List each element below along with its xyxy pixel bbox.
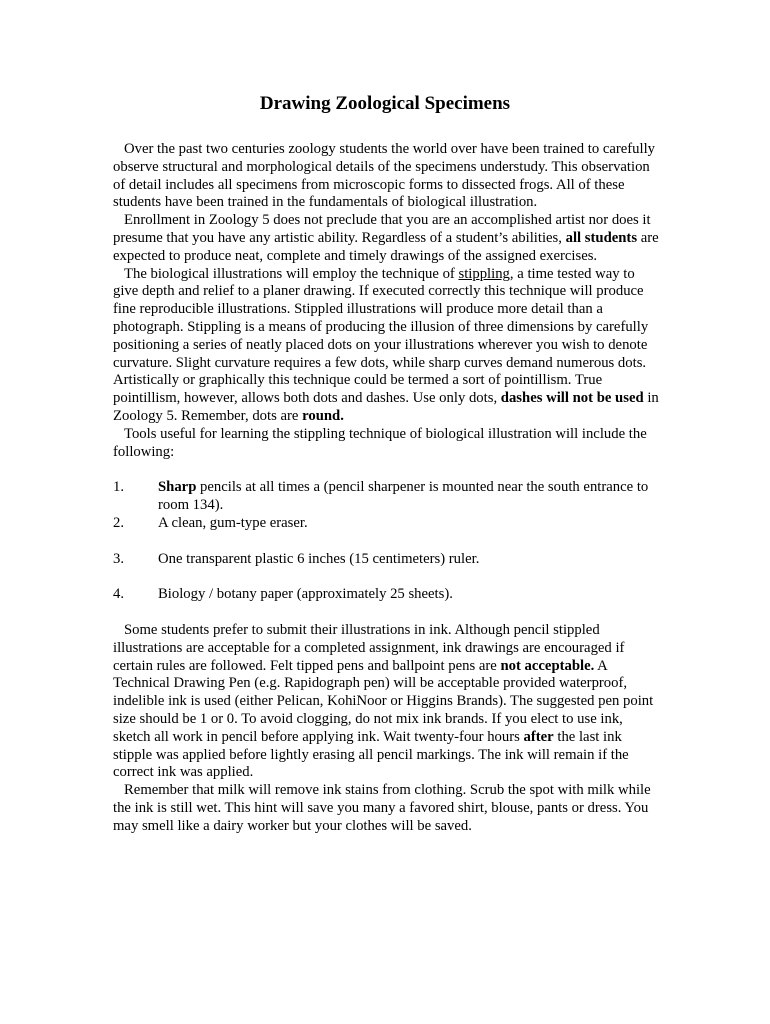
bold-text: all students xyxy=(565,229,638,246)
text-run: , a time tested way to give depth and relief to a planer drawing. If executed correctly this technique will produce fine reproducible illustrations. Stippled illustrations will produce more detail than a photograph. Stippling is a means of producing the illusion of three dimensions by carefully positioning a series of neatly placed dots on your illustrations wherever you wish to denote curvature. Slight curvature requires a few dots, while sharp curves demand numerous dots. Artistically or graphically this technique could be termed a sort of pointillism. True pointillism, however, allows both dots and dashes. Use only dots, xyxy=(113,265,649,407)
text-run: are expected to produce neat, complete and timely drawings of the assigned exercises. xyxy=(113,229,659,264)
paragraph-tools: Tools useful for learning the stippling technique of biological illustration will include the following: xyxy=(113,425,647,460)
paragraph-milk: Remember that milk will remove ink stains from clothing. Scrub the spot with milk while the ink is still wet. This hint will save you many a favored shirt, blouse, pants or dress. You may smell like a dairy worker but your clothes will be saved. xyxy=(113,782,651,834)
list-number: 1. xyxy=(113,479,125,496)
list-item-text: A clean, gum-type eraser. xyxy=(158,514,308,531)
list-item xyxy=(113,586,661,604)
text-run: The biological illustrations will employ the technique of xyxy=(124,265,459,282)
text-run: Enrollment in Zoology 5 does not preclude that you are an accomplished artist nor does it presume that you have any artistic ability. Regardless of a student’s abilities, xyxy=(113,212,651,246)
underlined-text: stippling xyxy=(458,265,510,282)
list-item xyxy=(113,479,661,515)
list-item-text xyxy=(158,479,661,515)
bold-text: dashes will not be used xyxy=(500,390,644,407)
text-run: pencils at all times a (pencil sharpener is mounted near the south entrance to room 134). xyxy=(158,479,649,514)
text-run: in Zoology 5. Remember, dots are xyxy=(113,390,659,424)
list-item-text: One transparent plastic 6 inches (15 centimeters) ruler. xyxy=(158,550,480,567)
list-item xyxy=(113,515,661,533)
text-run: A Technical Drawing Pen (e.g. Rapidograph pen) will be acceptable provided waterproof, indelible ink is used (either Pelican, KohiNoor or Higgins Brands). The suggested pen point size should be 1 or 0. To avoid clogging, do not mix ink brands. If you elect to use ink, sketch all work in pencil before applying ink. Wait twenty-four hours xyxy=(113,657,654,745)
paragraph-intro: Over the past two centuries zoology students the world over have been trained to carefully observe structural and morphological details of the specimens understudy. This observation of detail includes all specimens from microscopic forms to dissected frogs. All of these students have been trained in the fundamentals of biological illustration. xyxy=(113,141,656,211)
list-number: 4. xyxy=(113,586,125,603)
text-run: the last ink stipple was applied before lightly erasing all pencil markings. The ink will remain if the correct ink was applied. xyxy=(113,728,629,781)
paragraph-enrollment xyxy=(113,212,661,265)
list-item xyxy=(113,551,661,569)
paragraph-ink xyxy=(113,622,661,782)
list-number: 3. xyxy=(113,550,125,567)
bold-text: Sharp xyxy=(158,479,197,496)
text-run: Some students prefer to submit their illustrations in ink. Although pencil stippled illustrations are acceptable for a completed assignment, ink drawings are encouraged if certain rules are followed. Felt tipped pens and ballpoint pens are xyxy=(113,621,625,674)
list-number: 2. xyxy=(113,514,125,531)
document-body xyxy=(113,141,661,835)
page-title: Drawing Zoological Specimens xyxy=(259,93,511,114)
bold-text: after xyxy=(523,728,554,745)
bold-text: not acceptable. xyxy=(500,657,595,674)
list-item-text: Biology / botany paper (approximately 25 sheets). xyxy=(158,586,453,603)
bold-text: round. xyxy=(302,407,344,424)
paragraph-stippling xyxy=(113,266,661,426)
tools-list xyxy=(113,479,661,604)
